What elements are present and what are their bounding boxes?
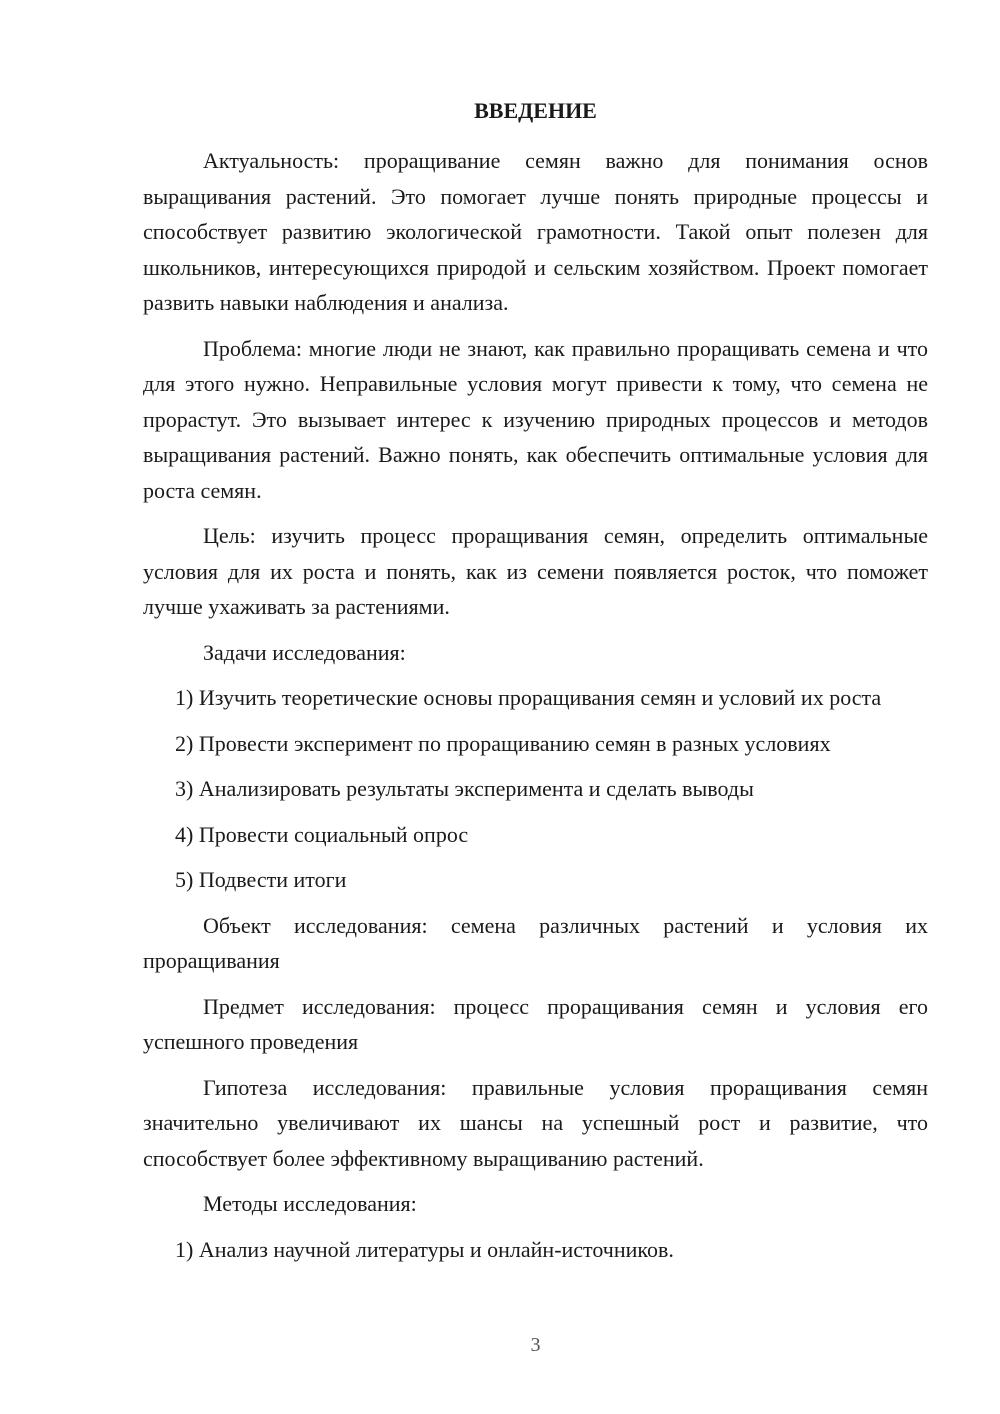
page-title: ВВЕДЕНИЕ bbox=[474, 98, 597, 123]
list-item: 1) Анализ научной литературы и онлайн-источников. bbox=[175, 1236, 674, 1262]
paragraph-hypothesis: Гипотеза исследования: правильные условия проращивания семян значительно увеличивают их шансы на успешный рост и развитие, что способствует более эффективному выращиванию растений. bbox=[143, 1074, 928, 1171]
methods-heading: Методы исследования: bbox=[203, 1191, 417, 1216]
paragraph-object: Объект исследования: семена различных растений и условия их проращивания bbox=[143, 912, 928, 973]
paragraph-relevance: Актуальность: проращивание семян важно для понимания основ выращивания растений. Это помогает лучше понять природные процессы и способствует развитию экологической грамотности. Такой опыт полезен для школьников, интересующихся природой и сельским хозяйством. Проект помогает развить навыки наблюдения и анализа. bbox=[143, 148, 928, 315]
paragraph-subject: Предмет исследования: процесс проращивания семян и условия его успешного проведения bbox=[143, 993, 928, 1054]
paragraph-problem: Проблема: многие люди не знают, как правильно проращивать семена и что для этого нужно. Неправильные условия могут привести к тому, что семена не прорастут. Это вызывает интерес к изучению природных процессов и методов выращивания растений. Важно понять, как обеспечить оптимальные условия для роста семян. bbox=[143, 335, 928, 503]
list-item: 5) Подвести итоги bbox=[175, 867, 347, 892]
list-item: 1) Изучить теоретические основы проращивания семян и условий их роста bbox=[175, 685, 882, 710]
document-body bbox=[143, 143, 928, 1277]
list-item: 3) Анализировать результаты эксперимента и сделать выводы bbox=[175, 776, 754, 801]
list-item: 4) Провести социальный опрос bbox=[175, 821, 469, 847]
paragraph-goal: Цель: изучить процесс проращивания семян, определить оптимальные условия для их роста и понять, как из семени появляется росток, что поможет лучше ухаживать за растениями. bbox=[143, 523, 928, 619]
tasks-heading: Задачи исследования: bbox=[203, 639, 406, 665]
page-number: 3 bbox=[530, 1334, 541, 1356]
list-item: 2) Провести эксперимент по проращиванию семян в разных условиях bbox=[175, 730, 831, 756]
